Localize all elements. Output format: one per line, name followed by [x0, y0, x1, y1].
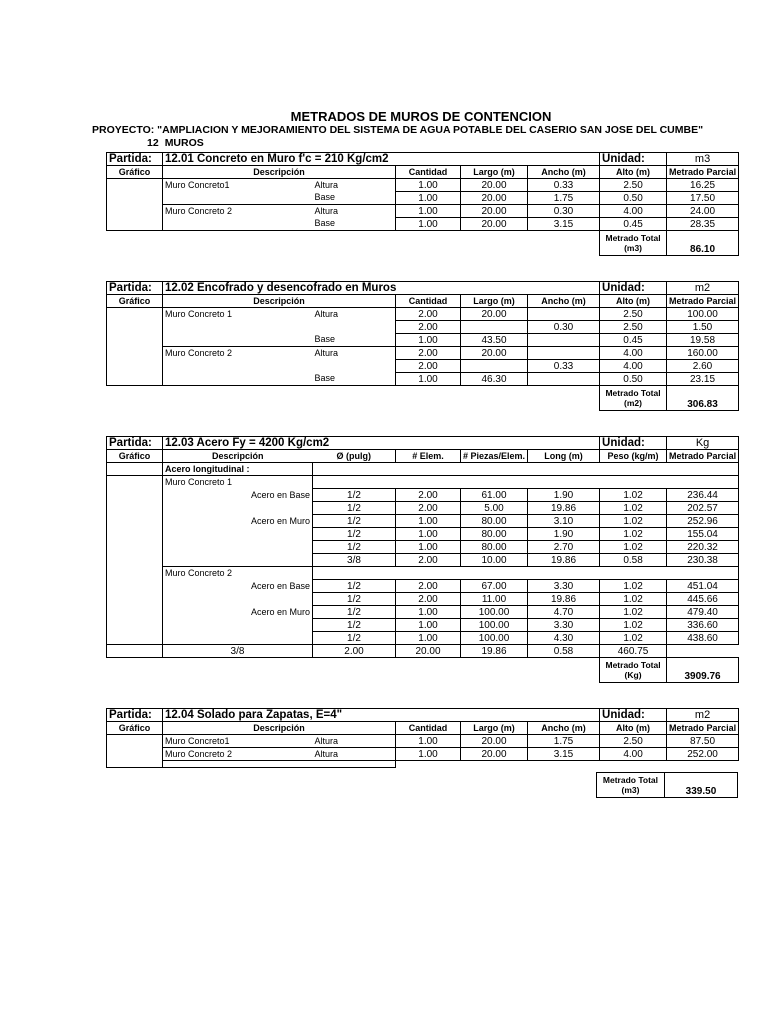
- partida-label: Partida:: [107, 153, 163, 166]
- row-diametro: 3/8: [313, 554, 396, 567]
- col-cantidad: Cantidad: [396, 722, 461, 735]
- col-parcial: Metrado Parcial: [667, 166, 739, 179]
- acero-longitudinal-label: Acero longitudinal :: [163, 463, 313, 476]
- partida-1204-total: [596, 772, 738, 798]
- col-parcial: Metrado Parcial: [667, 450, 739, 463]
- row-elem: 2.00: [396, 502, 461, 515]
- row-long: 3.10: [528, 515, 600, 528]
- partida-name: 12.02 Encofrado y desencofrado en Muros: [163, 282, 600, 295]
- row-sub: Altura: [313, 748, 396, 761]
- row-cantidad: 2.00: [396, 360, 461, 373]
- table-row: [107, 218, 739, 231]
- row-parcial: 23.15: [667, 373, 739, 386]
- col-cantidad: Cantidad: [396, 166, 461, 179]
- col-grafico: Gráfico: [107, 166, 163, 179]
- grafico-cell: [107, 179, 163, 231]
- row-largo: 43.50: [461, 334, 528, 347]
- col-ancho: Ancho (m): [528, 166, 600, 179]
- col-descripcion: Descripción: [163, 722, 396, 735]
- row-diametro: 1/2: [313, 502, 396, 515]
- table-row: [107, 541, 739, 554]
- grafico-cell: [107, 308, 163, 386]
- row-elem: 1.00: [396, 632, 461, 645]
- grafico-cell: [107, 735, 163, 768]
- row-alto: 0.45: [600, 218, 667, 231]
- row-alto: 0.45: [600, 334, 667, 347]
- table-row: [107, 515, 739, 528]
- partida-label: Partida:: [107, 282, 163, 295]
- row-cantidad: 2.00: [396, 347, 461, 360]
- row-desc: [163, 218, 313, 231]
- table-row: [107, 735, 739, 748]
- acero-en-muro-label: Acero en Muro: [163, 606, 313, 619]
- partida-table-1204: [106, 708, 739, 768]
- row-ancho: 1.75: [528, 192, 600, 205]
- row-long: 3.30: [528, 619, 600, 632]
- row-parcial: 438.60: [667, 632, 739, 645]
- col-piezas: # Piezas/Elem.: [461, 450, 528, 463]
- item-number: 12: [147, 137, 159, 149]
- col-long: Long (m): [528, 450, 600, 463]
- row-cantidad: 1.00: [396, 373, 461, 386]
- row-desc: [163, 373, 313, 386]
- table-row: [107, 748, 739, 761]
- col-largo: Largo (m): [461, 166, 528, 179]
- row-ancho: [528, 308, 600, 321]
- row-piezas: 10.00: [461, 554, 528, 567]
- row-piezas: 80.00: [461, 515, 528, 528]
- project-line: [92, 124, 703, 136]
- row-parcial: 479.40: [667, 606, 739, 619]
- table-row: [107, 347, 739, 360]
- row-diametro: 1/2: [313, 593, 396, 606]
- row-alto: 2.50: [600, 179, 667, 192]
- unidad-label: Unidad:: [600, 709, 667, 722]
- row-sub: Altura: [313, 205, 396, 218]
- row-peso: 1.02: [600, 502, 667, 515]
- metrado-total-value: 3909.76: [667, 658, 739, 683]
- row-desc: Muro Concreto1: [163, 735, 313, 748]
- row-diametro: 1/2: [313, 632, 396, 645]
- row-alto: 2.50: [600, 735, 667, 748]
- table-row: [107, 489, 739, 502]
- row-ancho: 0.33: [528, 360, 600, 373]
- row-alto: 2.50: [600, 321, 667, 334]
- row-cantidad: 2.00: [396, 321, 461, 334]
- row-parcial: 19.58: [667, 334, 739, 347]
- row-parcial: 17.50: [667, 192, 739, 205]
- row-ancho: 3.15: [528, 748, 600, 761]
- row-piezas: 80.00: [461, 528, 528, 541]
- col-grafico: Gráfico: [107, 450, 163, 463]
- row-largo: 20.00: [461, 218, 528, 231]
- unidad-label: Unidad:: [600, 153, 667, 166]
- table-row: [107, 179, 739, 192]
- row-ancho: 0.30: [528, 321, 600, 334]
- row-peso: 1.02: [600, 580, 667, 593]
- row-desc: Muro Concreto 1: [163, 308, 313, 321]
- row-ancho: 1.75: [528, 735, 600, 748]
- row-alto: 4.00: [600, 360, 667, 373]
- row-diametro: 1/2: [313, 580, 396, 593]
- project-label: PROYECTO:: [92, 124, 155, 136]
- row-elem: 2.00: [396, 580, 461, 593]
- row-parcial: 445.66: [667, 593, 739, 606]
- metrado-total-value: 306.83: [667, 386, 739, 411]
- row-alto: 0.50: [600, 192, 667, 205]
- row-elem: 1.00: [396, 541, 461, 554]
- row-parcial: 16.25: [667, 179, 739, 192]
- row-peso: 1.02: [600, 541, 667, 554]
- item-name: MUROS: [164, 137, 204, 149]
- row-piezas: 11.00: [461, 593, 528, 606]
- row-ancho: [528, 373, 600, 386]
- col-parcial: Metrado Parcial: [667, 722, 739, 735]
- row-sub: Altura: [313, 308, 396, 321]
- row-elem: 2.00: [396, 554, 461, 567]
- partida-name: 12.03 Acero Fy = 4200 Kg/cm2: [163, 437, 600, 450]
- partida-name: 12.01 Concreto en Muro f'c = 210 Kg/cm2: [163, 153, 600, 166]
- row-cantidad: 2.00: [396, 308, 461, 321]
- row-sub: Altura: [313, 347, 396, 360]
- acero-en-base-label: Acero en Base: [163, 489, 313, 502]
- row-parcial: 252.00: [667, 748, 739, 761]
- row-largo: 20.00: [461, 347, 528, 360]
- row-long: 4.70: [528, 606, 600, 619]
- row-parcial: 460.75: [600, 645, 667, 658]
- row-long: 19.86: [461, 645, 528, 658]
- table-row: [107, 580, 739, 593]
- col-alto: Alto (m): [600, 166, 667, 179]
- row-parcial: 87.50: [667, 735, 739, 748]
- row-peso: 1.02: [600, 619, 667, 632]
- row-peso: 1.02: [600, 606, 667, 619]
- row-peso: 1.02: [600, 489, 667, 502]
- row-desc: [163, 192, 313, 205]
- metrado-total-label: Metrado Total (m3): [600, 231, 667, 256]
- metrado-total-value: 86.10: [667, 231, 739, 256]
- row-sub: [313, 360, 396, 373]
- row-peso: 1.02: [600, 515, 667, 528]
- row-long: 1.90: [528, 489, 600, 502]
- row-elem: 2.00: [313, 645, 396, 658]
- col-alto: Alto (m): [600, 295, 667, 308]
- grafico-cell: [107, 476, 163, 645]
- col-alto: Alto (m): [600, 722, 667, 735]
- unidad-value: m2: [667, 282, 739, 295]
- row-peso: 1.02: [600, 593, 667, 606]
- row-parcial: 236.44: [667, 489, 739, 502]
- muro-concreto-2-label: Muro Concreto 2: [163, 567, 313, 580]
- row-elem: 2.00: [396, 593, 461, 606]
- table-row: [107, 321, 739, 334]
- row-cantidad: 1.00: [396, 748, 461, 761]
- row-largo: [461, 321, 528, 334]
- row-long: 2.70: [528, 541, 600, 554]
- col-descripcion: Descripción: [163, 295, 396, 308]
- table-row: [107, 606, 739, 619]
- partida-table-1202: [106, 281, 739, 411]
- muro-concreto-1-label: Muro Concreto 1: [163, 476, 313, 489]
- unidad-label: Unidad:: [600, 437, 667, 450]
- table-row: [107, 593, 739, 606]
- row-largo: 46.30: [461, 373, 528, 386]
- col-grafico: Gráfico: [107, 295, 163, 308]
- row-piezas: 100.00: [461, 632, 528, 645]
- row-ancho: 0.33: [528, 179, 600, 192]
- row-long: 1.90: [528, 528, 600, 541]
- table-row: [107, 334, 739, 347]
- col-descripcion: Descripción: [163, 166, 396, 179]
- row-piezas: 61.00: [461, 489, 528, 502]
- row-diametro: 1/2: [313, 619, 396, 632]
- table-row: [107, 645, 739, 658]
- item-line: [147, 137, 210, 149]
- row-sub: Base: [313, 192, 396, 205]
- row-alto: 4.00: [600, 748, 667, 761]
- partida-table-1203: [106, 436, 739, 683]
- row-sub: Altura: [313, 179, 396, 192]
- acero-en-muro-label: Acero en Muro: [163, 515, 313, 528]
- col-largo: Largo (m): [461, 295, 528, 308]
- col-diametro: Ø (pulg): [313, 450, 396, 463]
- table-row: [107, 502, 739, 515]
- row-sub: Altura: [313, 735, 396, 748]
- col-ancho: Ancho (m): [528, 295, 600, 308]
- row-parcial: 2.60: [667, 360, 739, 373]
- row-sub: Base: [313, 218, 396, 231]
- row-parcial: 100.00: [667, 308, 739, 321]
- row-parcial: 336.60: [667, 619, 739, 632]
- col-descripcion: Descripción: [163, 450, 313, 463]
- col-parcial: Metrado Parcial: [667, 295, 739, 308]
- row-largo: 20.00: [461, 192, 528, 205]
- unidad-label: Unidad:: [600, 282, 667, 295]
- unidad-value: m2: [667, 709, 739, 722]
- row-diametro: 3/8: [163, 645, 313, 658]
- row-largo: 20.00: [461, 308, 528, 321]
- col-cantidad: Cantidad: [396, 295, 461, 308]
- table-row: [107, 373, 739, 386]
- row-largo: [461, 360, 528, 373]
- row-cantidad: 1.00: [396, 334, 461, 347]
- row-parcial: 220.32: [667, 541, 739, 554]
- row-cantidad: 1.00: [396, 735, 461, 748]
- unidad-value: Kg: [667, 437, 739, 450]
- metrado-total-label: Metrado Total (Kg): [600, 658, 667, 683]
- row-elem: 2.00: [396, 489, 461, 502]
- table-row: [107, 632, 739, 645]
- row-sub: Base: [313, 373, 396, 386]
- table-row: [107, 554, 739, 567]
- row-alto: 4.00: [600, 205, 667, 218]
- unidad-value: m3: [667, 153, 739, 166]
- row-alto: 4.00: [600, 347, 667, 360]
- row-desc: Muro Concreto 2: [163, 205, 313, 218]
- row-cantidad: 1.00: [396, 205, 461, 218]
- row-peso: 0.58: [528, 645, 600, 658]
- table-row: [107, 192, 739, 205]
- row-parcial: 160.00: [667, 347, 739, 360]
- row-diametro: 1/2: [313, 606, 396, 619]
- row-ancho: 0.30: [528, 205, 600, 218]
- table-row: [107, 308, 739, 321]
- row-desc: Muro Concreto 2: [163, 347, 313, 360]
- row-peso: 1.02: [600, 528, 667, 541]
- row-parcial: 1.50: [667, 321, 739, 334]
- row-desc: [163, 360, 313, 373]
- row-sub: [313, 321, 396, 334]
- row-parcial: 28.35: [667, 218, 739, 231]
- table-row: [107, 360, 739, 373]
- row-desc: Muro Concreto1: [163, 179, 313, 192]
- row-cantidad: 1.00: [396, 218, 461, 231]
- row-diametro: 1/2: [313, 541, 396, 554]
- row-diametro: 1/2: [313, 528, 396, 541]
- metrado-total-value: 339.50: [664, 773, 737, 798]
- row-piezas: 5.00: [461, 502, 528, 515]
- metrado-total-label: Metrado Total (m2): [600, 386, 667, 411]
- row-alto: 2.50: [600, 308, 667, 321]
- page-title: METRADOS DE MUROS DE CONTENCION: [290, 109, 552, 124]
- partida-label: Partida:: [107, 437, 163, 450]
- row-diametro: 1/2: [313, 489, 396, 502]
- row-ancho: 3.15: [528, 218, 600, 231]
- row-alto: 0.50: [600, 373, 667, 386]
- col-largo: Largo (m): [461, 722, 528, 735]
- table-row: [107, 528, 739, 541]
- row-parcial: 230.38: [667, 554, 739, 567]
- row-long: 19.86: [528, 593, 600, 606]
- acero-en-base-label: Acero en Base: [163, 580, 313, 593]
- row-long: 3.30: [528, 580, 600, 593]
- row-cantidad: 1.00: [396, 192, 461, 205]
- row-long: 19.86: [528, 502, 600, 515]
- col-ancho: Ancho (m): [528, 722, 600, 735]
- row-parcial: 24.00: [667, 205, 739, 218]
- partida-label: Partida:: [107, 709, 163, 722]
- row-long: 19.86: [528, 554, 600, 567]
- row-long: 4.30: [528, 632, 600, 645]
- row-largo: 20.00: [461, 205, 528, 218]
- row-diametro: 1/2: [313, 515, 396, 528]
- partida-name: 12.04 Solado para Zapatas, E=4": [163, 709, 600, 722]
- row-parcial: 155.04: [667, 528, 739, 541]
- row-piezas: 100.00: [461, 606, 528, 619]
- row-largo: 20.00: [461, 179, 528, 192]
- row-piezas: 80.00: [461, 541, 528, 554]
- row-sub: Base: [313, 334, 396, 347]
- row-piezas: 67.00: [461, 580, 528, 593]
- row-cantidad: 1.00: [396, 179, 461, 192]
- project-name: "AMPLIACION Y MEJORAMIENTO DEL SISTEMA DE AGUA POTABLE DEL CASERIO SAN JOSE DEL CUMBE": [157, 124, 704, 136]
- row-desc: [163, 321, 313, 334]
- row-desc: Muro Concreto 2: [163, 748, 313, 761]
- row-piezas: 100.00: [461, 619, 528, 632]
- row-parcial: 202.57: [667, 502, 739, 515]
- row-largo: 20.00: [461, 748, 528, 761]
- metrado-total-label: Metrado Total (m3): [597, 773, 665, 798]
- col-elem: # Elem.: [396, 450, 461, 463]
- row-parcial: 451.04: [667, 580, 739, 593]
- col-grafico: Gráfico: [107, 722, 163, 735]
- row-ancho: [528, 347, 600, 360]
- table-row: [107, 205, 739, 218]
- row-desc: [163, 334, 313, 347]
- col-peso: Peso (kg/m): [600, 450, 667, 463]
- row-elem: 1.00: [396, 515, 461, 528]
- row-peso: 0.58: [600, 554, 667, 567]
- row-ancho: [528, 334, 600, 347]
- row-piezas: 20.00: [396, 645, 461, 658]
- row-peso: 1.02: [600, 632, 667, 645]
- row-elem: 1.00: [396, 528, 461, 541]
- row-elem: 1.00: [396, 606, 461, 619]
- table-row: [107, 619, 739, 632]
- row-largo: 20.00: [461, 735, 528, 748]
- partida-table-1201: [106, 152, 739, 256]
- row-parcial: 252.96: [667, 515, 739, 528]
- row-elem: 1.00: [396, 619, 461, 632]
